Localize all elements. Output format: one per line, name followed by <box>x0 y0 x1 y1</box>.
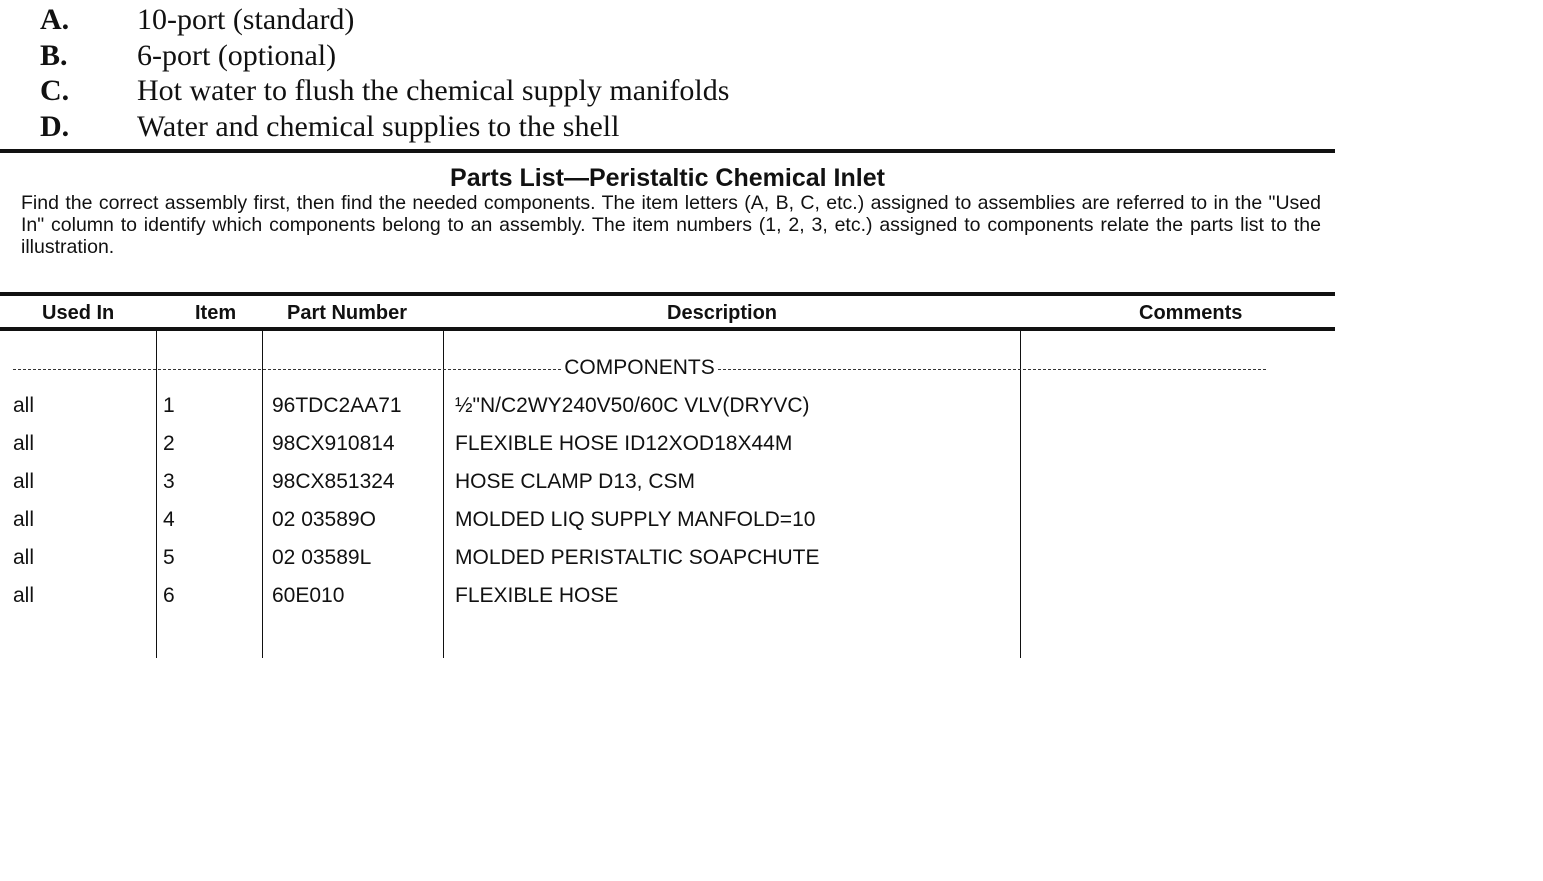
cell-item: 6 <box>163 584 175 607</box>
cell-used-in: all <box>13 432 35 455</box>
legend-letter: D. <box>40 110 70 143</box>
cell-part-number: 02 03589O <box>272 508 376 531</box>
section-label: COMPONENTS <box>564 356 715 379</box>
header-comments: Comments <box>1139 302 1243 324</box>
cell-part-number: 96TDC2AA71 <box>272 394 402 417</box>
cell-used-in: all <box>13 584 35 607</box>
cell-item: 4 <box>163 508 175 531</box>
header-used-in: Used In <box>42 302 115 324</box>
cell-item: 3 <box>163 470 175 493</box>
section-divider <box>0 149 1335 153</box>
cell-description: FLEXIBLE HOSE ID12XOD18X44M <box>455 432 793 455</box>
legend-letter: A. <box>40 3 70 36</box>
parts-list-title: Parts List—Peristaltic Chemical Inlet <box>450 164 885 192</box>
cell-description: MOLDED LIQ SUPPLY MANFOLD=10 <box>455 508 816 531</box>
cell-description: FLEXIBLE HOSE <box>455 584 619 607</box>
header-item: Item <box>195 302 237 324</box>
cell-item: 5 <box>163 546 175 569</box>
cell-item: 2 <box>163 432 175 455</box>
header-description: Description <box>667 302 778 324</box>
cell-used-in: all <box>13 470 35 493</box>
cell-part-number: 02 03589L <box>272 546 372 569</box>
section-label-wrap <box>13 355 1266 381</box>
legend-text: 6-port (optional) <box>137 39 337 72</box>
header-part-number: Part Number <box>287 302 408 324</box>
cell-part-number: 98CX851324 <box>272 470 395 493</box>
table-header-rule <box>0 327 1335 331</box>
cell-used-in: all <box>13 546 35 569</box>
legend-text: Hot water to flush the chemical supply manifolds <box>137 74 730 107</box>
cell-part-number: 98CX910814 <box>272 432 395 455</box>
cell-item: 1 <box>163 394 175 417</box>
cell-used-in: all <box>13 394 35 417</box>
cell-part-number: 60E010 <box>272 584 345 607</box>
legend-text: Water and chemical supplies to the shell <box>137 110 620 143</box>
legend-letter: C. <box>40 74 70 107</box>
cell-used-in: all <box>13 508 35 531</box>
cell-description: ½"N/C2WY240V50/60C VLV(DRYVC) <box>455 394 810 417</box>
cell-description: HOSE CLAMP D13, CSM <box>455 470 696 493</box>
legend-letter: B. <box>40 39 68 72</box>
cell-description: MOLDED PERISTALTIC SOAPCHUTE <box>455 546 820 569</box>
parts-list-intro: Find the correct assembly first, then find the needed components. The item letters (A, B, C, etc.) assigned to assemblies are referred to in the "Used In" column to identify which components belong to an assembly. The item numbers (1, 2, 3, etc.) assigned to components relate the parts list to the illustration. <box>21 192 1321 258</box>
section-row-components <box>13 355 1266 381</box>
legend-text: 10-port (standard) <box>137 3 355 36</box>
table-top-rule <box>0 292 1335 296</box>
